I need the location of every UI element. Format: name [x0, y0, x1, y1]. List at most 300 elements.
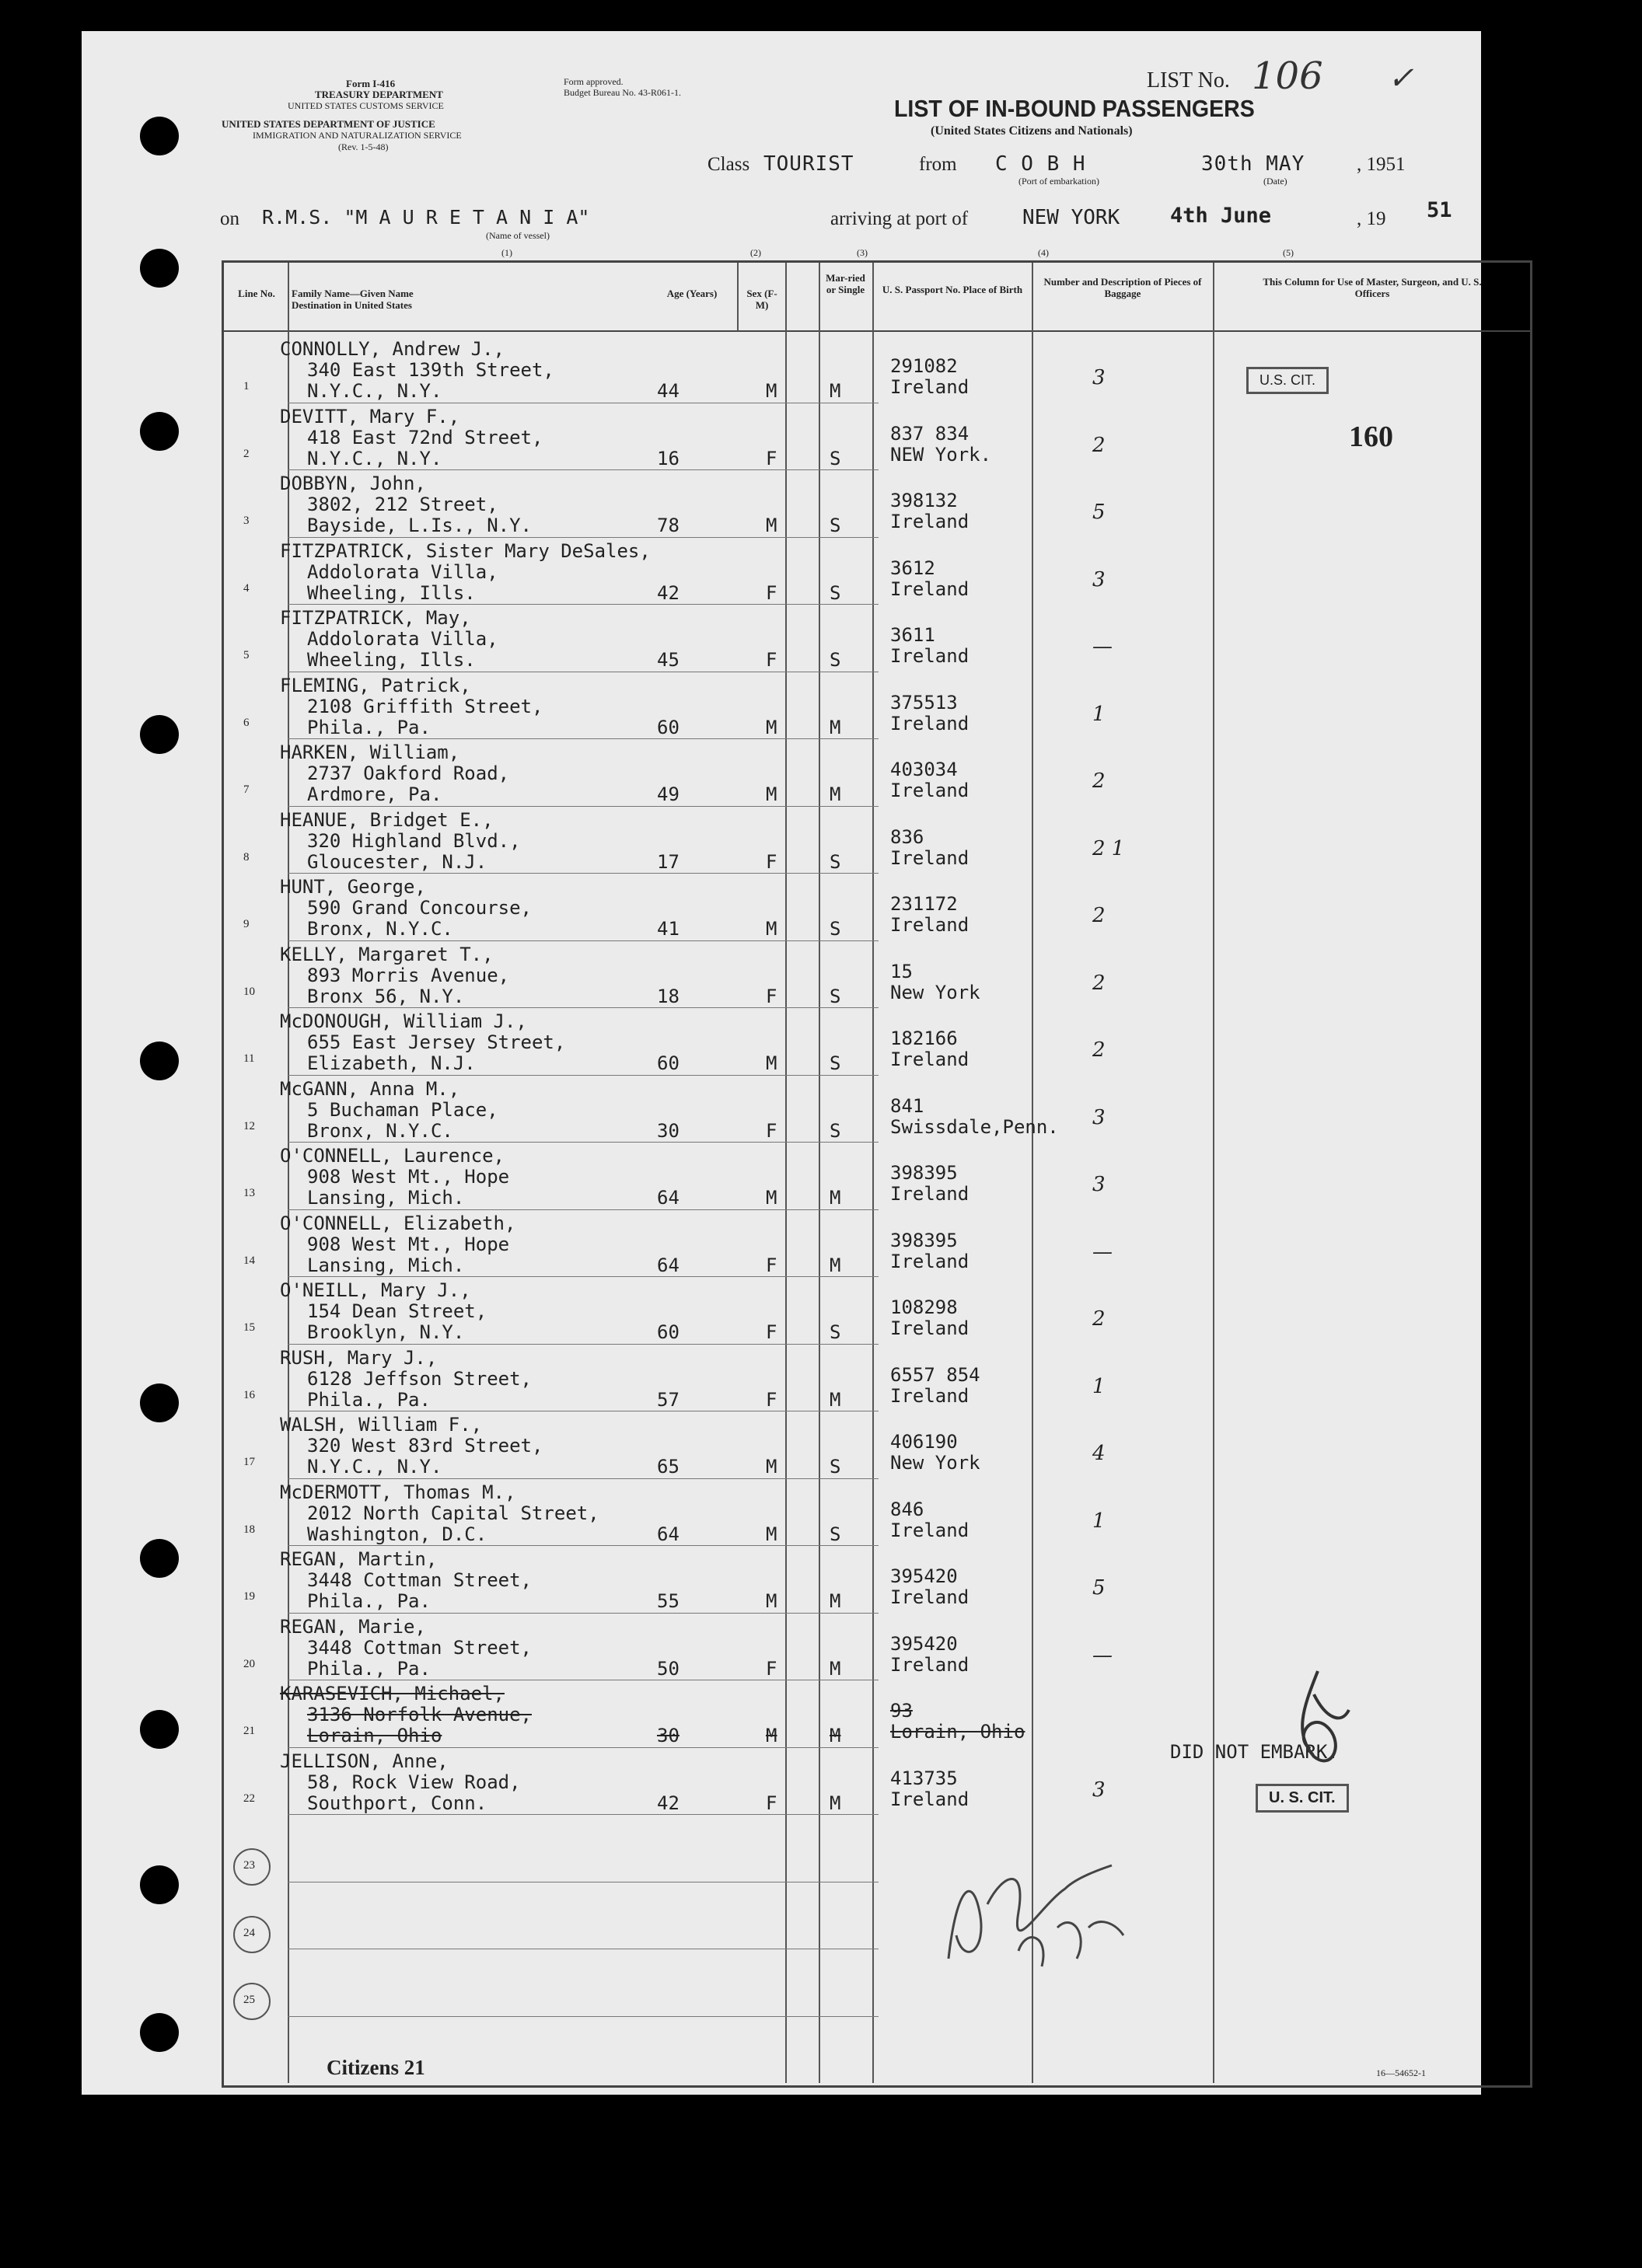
port-caption: (Port of embarkation) [1018, 176, 1099, 187]
col-header-passport: U. S. Passport No. Place of Birth [882, 284, 1023, 295]
passenger-marital: M [830, 1792, 841, 1814]
passenger-marital: S [830, 515, 841, 536]
birthplace: Ireland [890, 1653, 969, 1676]
col-header-line-no: Line No. [238, 288, 275, 299]
passenger-age: 60 [657, 1321, 680, 1343]
passenger-city: Brooklyn, N.Y. [307, 1321, 465, 1343]
row-rule [288, 1613, 879, 1614]
passenger-marital: S [830, 447, 841, 469]
passenger-age: 30 [657, 1119, 680, 1142]
birthplace: Ireland [890, 780, 969, 801]
row-rule [288, 1209, 879, 1210]
passenger-street: 3136 Norfolk Avenue, [307, 1704, 532, 1725]
baggage-count: 5 [1092, 1576, 1106, 1600]
col-header-age: Age (Years) [666, 288, 718, 299]
table-row [82, 1279, 1481, 1347]
punch-hole [140, 2013, 179, 2052]
line-number: 16 [243, 1388, 255, 1401]
col-num: (3) [857, 247, 868, 258]
passport-number: 108298 [890, 1296, 958, 1318]
baggage-count: 2 [1092, 433, 1106, 457]
passenger-sex: M [766, 716, 777, 738]
passenger-street: 58, Rock View Road, [307, 1771, 521, 1793]
passenger-age: 44 [657, 380, 680, 402]
passenger-sex: F [766, 985, 777, 1007]
passenger-marital: M [830, 1657, 841, 1680]
birthplace: Ireland [890, 1250, 969, 1272]
line-number: 15 [243, 1321, 255, 1334]
col-num: (4) [1038, 247, 1049, 258]
footer-code: 16—54652-1 [1376, 2067, 1426, 2078]
passenger-age: 42 [657, 1792, 680, 1814]
passenger-marital: M [830, 1187, 841, 1209]
table-row [82, 809, 1481, 877]
passenger-sex: M [766, 918, 777, 940]
passenger-name: McGANN, Anna M., [280, 1077, 460, 1100]
baggage-count: 3 [1092, 1105, 1106, 1129]
passenger-street: 418 East 72nd Street, [307, 426, 543, 448]
passenger-age: 50 [657, 1657, 680, 1680]
passenger-city: Bronx 56, N.Y. [307, 985, 465, 1007]
passport-number: 841 [890, 1094, 924, 1117]
passport-number: 395420 [890, 1565, 958, 1587]
line-number: 25 [243, 1994, 255, 2006]
passenger-age: 30 [657, 1725, 680, 1746]
baggage-count: 2 1 [1092, 836, 1125, 860]
row-rule [288, 1545, 879, 1546]
passenger-sex: M [766, 1187, 777, 1209]
passport-number: 231172 [890, 893, 958, 915]
row-rule [288, 806, 879, 807]
line-circle-mark [233, 1916, 271, 1953]
birthplace: Ireland [890, 1519, 969, 1541]
passenger-sex: F [766, 1119, 777, 1142]
passenger-city: Lansing, Mich. [307, 1254, 465, 1276]
line-number: 13 [243, 1187, 255, 1199]
line-circle-mark [233, 1848, 271, 1886]
line-number: 9 [243, 918, 250, 930]
baggage-count: 1 [1092, 1374, 1106, 1398]
passenger-age: 18 [657, 985, 680, 1007]
passenger-name: REGAN, Marie, [280, 1615, 426, 1638]
passenger-marital: M [830, 1725, 841, 1746]
passenger-name: O'NEILL, Mary J., [280, 1279, 471, 1301]
us-cit-stamp: U. S. CIT. [1256, 1784, 1349, 1813]
row-rule [288, 1478, 879, 1479]
passenger-sex: F [766, 1321, 777, 1343]
passenger-sex: M [766, 1523, 777, 1545]
line-number: 19 [243, 1590, 255, 1603]
passenger-marital: S [830, 649, 841, 671]
passenger-city: Bronx, N.Y.C. [307, 1119, 453, 1142]
passport-number: 846 [890, 1498, 924, 1520]
passenger-sex: M [766, 783, 777, 805]
baggage-count: 1 [1092, 702, 1106, 726]
passenger-street: 154 Dean Street, [307, 1300, 487, 1322]
passenger-name: CONNOLLY, Andrew J., [280, 338, 505, 360]
passenger-marital: S [830, 985, 841, 1007]
passenger-age: 60 [657, 716, 680, 738]
birthplace: Ireland [890, 1183, 969, 1205]
table-row [82, 741, 1481, 809]
passenger-name: WALSH, William F., [280, 1414, 483, 1436]
passenger-name: HARKEN, William, [280, 741, 460, 763]
vessel-name: R.M.S. "M A U R E T A N I A" [262, 206, 590, 229]
passenger-street: 908 West Mt., Hope [307, 1166, 510, 1188]
passenger-age: 17 [657, 850, 680, 873]
table-row [82, 1481, 1481, 1549]
passenger-city: Bronx, N.Y.C. [307, 918, 453, 940]
class-label: Class [707, 154, 750, 175]
col-num: (2) [750, 247, 761, 258]
baggage-count: 2 [1092, 1038, 1106, 1062]
row-rule [288, 873, 879, 874]
officer-number: 160 [1349, 420, 1393, 453]
passport-number: 395420 [890, 1632, 958, 1655]
passenger-name: HUNT, George, [280, 876, 426, 898]
passenger-sex: F [766, 447, 777, 469]
line-number: 1 [243, 380, 250, 393]
header-rule [222, 330, 1530, 332]
line-number: 20 [243, 1657, 255, 1670]
row-rule [288, 604, 879, 605]
passenger-city: Phila., Pa. [307, 1388, 431, 1411]
passport-number: 93 [890, 1700, 913, 1722]
birthplace: Swissdale,Penn. [890, 1115, 1059, 1138]
passenger-marital: S [830, 1456, 841, 1478]
table-row [82, 473, 1481, 540]
line-number: 11 [243, 1052, 255, 1065]
passport-number: 403034 [890, 759, 958, 780]
passport-number: 375513 [890, 691, 958, 714]
passport-number: 291082 [890, 355, 958, 377]
passenger-street: 340 East 139th Street, [307, 359, 554, 381]
date-caption: (Date) [1263, 176, 1287, 187]
passenger-marital: S [830, 1523, 841, 1545]
port-of-embarkation: C O B H [995, 152, 1086, 176]
form-approved: Form approved. [564, 76, 624, 87]
baggage-count: 3 [1092, 366, 1106, 389]
baggage-count: 4 [1092, 1442, 1106, 1465]
passenger-marital: S [830, 1119, 841, 1142]
passenger-name: DOBBYN, John, [280, 473, 426, 494]
passenger-sex: M [766, 1590, 777, 1612]
col-header-baggage: Number and Description of Pieces of Baggage [1043, 276, 1202, 299]
passenger-age: 45 [657, 649, 680, 671]
form-service1: UNITED STATES CUSTOMS SERVICE [288, 100, 444, 111]
baggage-count: — [1092, 1240, 1113, 1264]
birthplace: Ireland [890, 1384, 969, 1407]
passenger-marital: S [830, 1321, 841, 1343]
passenger-age: 64 [657, 1523, 680, 1545]
embark-year: , 1951 [1357, 154, 1406, 175]
line-number: 12 [243, 1119, 255, 1132]
passenger-marital: M [830, 380, 841, 402]
arriving-label: arriving at port of [830, 208, 969, 229]
row-rule [288, 537, 879, 538]
passenger-city: Bayside, L.Is., N.Y. [307, 515, 532, 536]
form-service2: IMMIGRATION AND NATURALIZATION SERVICE [253, 130, 462, 141]
passenger-marital: M [830, 1388, 841, 1411]
table-row [82, 607, 1481, 675]
row-rule [288, 738, 879, 739]
punch-hole [140, 249, 179, 288]
passenger-street: 5 Buchaman Place, [307, 1098, 498, 1121]
passenger-marital: M [830, 716, 841, 738]
passenger-marital: S [830, 1052, 841, 1074]
form-rev: (Rev. 1-5-48) [338, 141, 389, 152]
passenger-city: Washington, D.C. [307, 1523, 487, 1545]
baggage-count: 3 [1092, 567, 1106, 591]
passenger-sex: F [766, 1657, 777, 1680]
passenger-name: O'CONNELL, Elizabeth, [280, 1212, 516, 1234]
officer-signature [1271, 1663, 1357, 1780]
passenger-city: Phila., Pa. [307, 1590, 431, 1612]
baggage-count: 2 [1092, 769, 1106, 793]
birthplace: Ireland [890, 645, 969, 667]
passenger-age: 57 [657, 1388, 680, 1411]
birthplace: New York [890, 981, 980, 1003]
passenger-city: N.Y.C., N.Y. [307, 380, 442, 402]
passenger-name: FITZPATRICK, Sister Mary DeSales, [280, 539, 651, 562]
passport-number: 15 [890, 960, 913, 982]
passenger-street: 2737 Oakford Road, [307, 762, 510, 784]
table-row [82, 1010, 1481, 1078]
birthplace: Ireland [890, 1788, 969, 1810]
line-number: 23 [243, 1859, 255, 1872]
table-row [82, 1414, 1481, 1481]
passenger-street: 655 East Jersey Street, [307, 1031, 566, 1053]
passenger-city: Lansing, Mich. [307, 1187, 465, 1209]
table-row [82, 675, 1481, 742]
passport-number: 398395 [890, 1162, 958, 1184]
passenger-age: 78 [657, 515, 680, 536]
baggage-count: — [1092, 635, 1113, 658]
passenger-street: 2108 Griffith Street, [307, 695, 543, 717]
passenger-marital: M [830, 783, 841, 805]
col-num: (5) [1283, 247, 1294, 258]
passenger-age: 42 [657, 581, 680, 604]
line-number: 8 [243, 850, 250, 864]
line-number: 17 [243, 1456, 255, 1468]
birthplace: Lorain, Ohio [890, 1721, 1025, 1743]
passenger-marital: M [830, 1254, 841, 1276]
punch-hole [140, 1865, 179, 1904]
class-value: TOURIST [763, 152, 854, 176]
list-no-value: 106 [1252, 54, 1323, 98]
passenger-marital: S [830, 581, 841, 604]
passport-number: 413735 [890, 1767, 958, 1789]
signature-scribble [933, 1842, 1135, 1982]
arrival-year-suffix: 51 [1427, 198, 1452, 222]
passenger-city: Wheeling, Ills. [307, 581, 476, 604]
table-row [82, 876, 1481, 944]
passenger-sex: M [766, 1725, 777, 1746]
line-number: 4 [243, 581, 250, 595]
passport-number: 3612 [890, 557, 935, 579]
passenger-name: FLEMING, Patrick, [280, 674, 471, 696]
form-bureau: Budget Bureau No. 43-R061-1. [564, 87, 681, 98]
row-rule [288, 1075, 879, 1076]
page-subtitle: (United States Citizens and Nationals) [931, 124, 1133, 138]
arrival-date: 4th June [1170, 204, 1272, 228]
us-cit-stamp: U.S. CIT. [1246, 367, 1329, 394]
passenger-sex: M [766, 515, 777, 536]
passenger-age: 55 [657, 1590, 680, 1612]
passport-number: 6557 854 [890, 1363, 980, 1386]
passenger-marital: S [830, 918, 841, 940]
passenger-name: REGAN, Martin, [280, 1548, 438, 1570]
passenger-age: 64 [657, 1187, 680, 1209]
passenger-street: Addolorata Villa, [307, 560, 498, 583]
table-row [82, 1213, 1481, 1280]
birthplace: New York [890, 1452, 980, 1474]
passenger-name: O'CONNELL, Laurence, [280, 1145, 505, 1167]
passenger-city: Phila., Pa. [307, 716, 431, 738]
passenger-street: 3802, 212 Street, [307, 494, 498, 515]
col-header-sex: Sex (F-M) [746, 288, 777, 311]
passenger-marital: S [830, 850, 841, 873]
passenger-city: Southport, Conn. [307, 1792, 487, 1814]
passport-number: 3611 [890, 624, 935, 646]
line-number: 24 [243, 1926, 255, 1939]
vessel-caption: (Name of vessel) [486, 230, 550, 241]
row-rule [288, 1747, 879, 1748]
passenger-name: HEANUE, Bridget E., [280, 808, 494, 831]
passenger-sex: F [766, 850, 777, 873]
col-header-married: Mar-ried or Single [826, 272, 865, 295]
baggage-count: 5 [1092, 501, 1106, 524]
passport-number: 406190 [890, 1431, 958, 1453]
passenger-street: 590 Grand Concourse, [307, 897, 532, 919]
passenger-name: FITZPATRICK, May, [280, 607, 471, 629]
table-row [82, 1145, 1481, 1213]
passenger-sex: M [766, 380, 777, 402]
col-header-officers: This Column for Use of Master, Surgeon, and U. S. Officers [1263, 276, 1482, 299]
line-number: 6 [243, 716, 250, 729]
passenger-street: 3448 Cottman Street, [307, 1636, 532, 1659]
line-number: 10 [243, 985, 255, 998]
passenger-name: RUSH, Mary J., [280, 1346, 438, 1369]
manifest-page [82, 31, 1481, 2095]
line-number: 14 [243, 1254, 255, 1267]
passenger-street: 320 Highland Blvd., [307, 829, 521, 852]
passenger-name: DEVITT, Mary F., [280, 405, 460, 427]
table-row [82, 1548, 1481, 1616]
passport-number: 836 [890, 825, 924, 848]
birthplace: Ireland [890, 1317, 969, 1339]
row-rule [288, 1142, 879, 1143]
passenger-street: Addolorata Villa, [307, 628, 498, 650]
form-dept1: TREASURY DEPARTMENT [315, 89, 443, 100]
passenger-sex: F [766, 1388, 777, 1411]
passenger-age: 41 [657, 918, 680, 940]
table-row [82, 1347, 1481, 1415]
baggage-count: 1 [1092, 1509, 1106, 1533]
check-mark: ✓ [1388, 61, 1414, 96]
passenger-city: N.Y.C., N.Y. [307, 447, 442, 469]
col-header-name: Family Name—Given Name Destination in United States [292, 288, 414, 311]
passenger-street: 893 Morris Avenue, [307, 964, 510, 986]
line-number: 22 [243, 1792, 255, 1805]
punch-hole [140, 117, 179, 155]
col-num: (1) [501, 247, 512, 258]
passenger-street: 2012 North Capital Street, [307, 1502, 599, 1524]
passenger-sex: F [766, 1792, 777, 1814]
passenger-street: 320 West 83rd Street, [307, 1435, 543, 1457]
baggage-count: 2 [1092, 904, 1106, 927]
row-rule [288, 1007, 879, 1008]
birthplace: Ireland [890, 577, 969, 600]
row-rule [288, 1814, 879, 1815]
arrival-port: NEW YORK [1022, 206, 1120, 229]
citizens-total: Citizens 21 [327, 2056, 425, 2079]
line-number: 3 [243, 515, 250, 527]
line-number: 2 [243, 447, 250, 460]
col-divider [737, 263, 739, 331]
line-number: 21 [243, 1725, 255, 1737]
embark-date: 30th MAY [1201, 152, 1305, 176]
passenger-sex: F [766, 649, 777, 671]
birthplace: Ireland [890, 712, 969, 734]
passport-number: 182166 [890, 1028, 958, 1049]
baggage-count: 2 [1092, 1307, 1106, 1331]
from-label: from [919, 154, 957, 175]
passenger-name: McDERMOTT, Thomas M., [280, 1481, 516, 1503]
passenger-sex: F [766, 581, 777, 604]
passenger-age: 16 [657, 447, 680, 469]
table-row [82, 944, 1481, 1011]
passenger-street: 908 West Mt., Hope [307, 1233, 510, 1255]
passenger-marital: M [830, 1590, 841, 1612]
passenger-sex: F [766, 1254, 777, 1276]
passenger-city: Lorain, Ohio [307, 1725, 442, 1746]
passenger-age: 65 [657, 1456, 680, 1478]
passenger-name: JELLISON, Anne, [280, 1750, 449, 1772]
did-not-embark-note: DID NOT EMBARK. [1170, 1741, 1339, 1763]
passenger-name: McDONOUGH, William J., [280, 1010, 527, 1032]
passenger-age: 49 [657, 783, 680, 805]
passenger-age: 60 [657, 1052, 680, 1074]
page-title: LIST OF IN-BOUND PASSENGERS [894, 95, 1255, 122]
row-rule [288, 2016, 879, 2017]
passenger-sex: M [766, 1052, 777, 1074]
passenger-city: Gloucester, N.J. [307, 850, 487, 873]
passport-number: 398395 [890, 1229, 958, 1251]
passenger-age: 64 [657, 1254, 680, 1276]
form-number: Form I-416 [346, 78, 396, 89]
line-number: 7 [243, 783, 250, 796]
birthplace: Ireland [890, 1049, 969, 1070]
passenger-city: N.Y.C., N.Y. [307, 1456, 442, 1478]
passenger-city: Wheeling, Ills. [307, 649, 476, 671]
line-number: 18 [243, 1523, 255, 1536]
table-row [82, 1078, 1481, 1146]
baggage-count: 3 [1092, 1173, 1106, 1196]
row-rule [288, 940, 879, 941]
birthplace: Ireland [890, 511, 969, 532]
table-row [82, 406, 1481, 473]
passenger-street: 3448 Cottman Street, [307, 1569, 532, 1591]
birthplace: Ireland [890, 846, 969, 869]
table-row [82, 540, 1481, 608]
form-dept2: UNITED STATES DEPARTMENT OF JUSTICE [222, 118, 435, 130]
row-rule [288, 469, 879, 470]
list-no-label: LIST No. [1147, 68, 1230, 92]
passenger-name: KARASEVICH, Michael, [280, 1683, 505, 1704]
line-circle-mark [233, 1983, 271, 2020]
passport-number: 837 834 [890, 422, 969, 445]
